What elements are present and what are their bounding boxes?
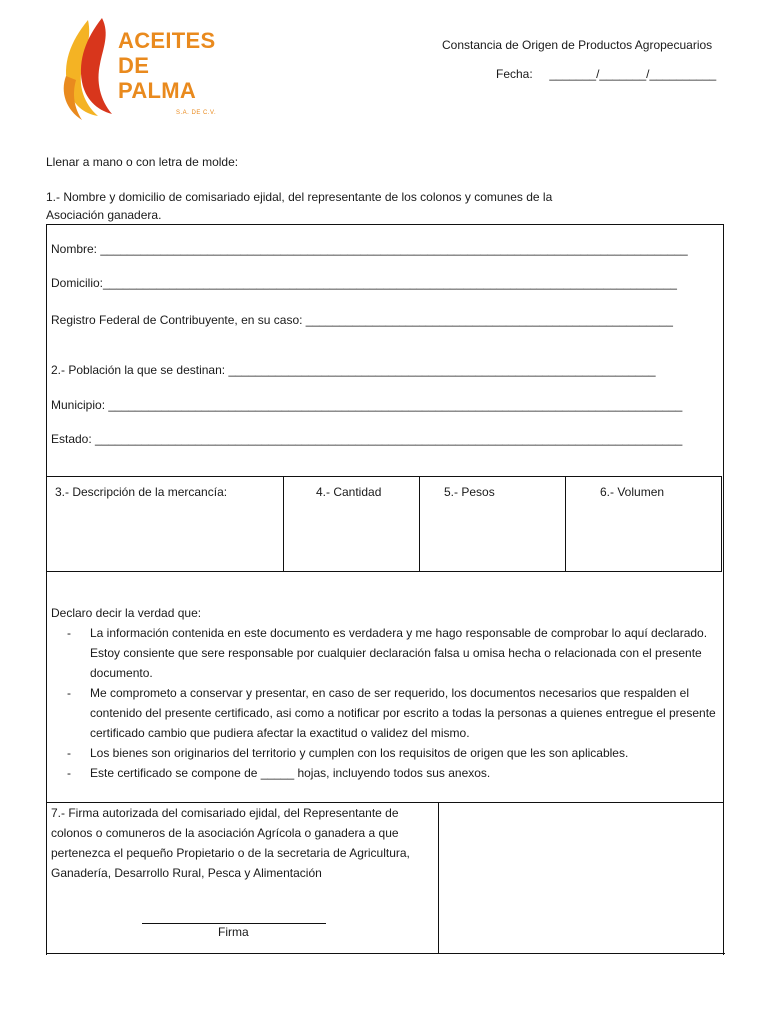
descripcion-cell[interactable] xyxy=(46,476,284,572)
company-logo xyxy=(58,16,228,124)
logo-line-2: DE xyxy=(118,53,150,78)
declaration-item: - Los bienes son originarios del territorio y cumplen con los requisitos de origen que les son aplicables. xyxy=(51,743,721,763)
date-field[interactable]: _______/_______/__________ xyxy=(549,67,717,81)
volumen-label: 6.- Volumen xyxy=(600,485,665,499)
estado-field[interactable]: Estado: ________________________________________________________________________________________ xyxy=(51,432,683,446)
volumen-cell[interactable] xyxy=(565,476,722,572)
document-title: Constancia de Origen de Productos Agropecuarios xyxy=(442,38,713,52)
municipio-field[interactable]: Municipio: ______________________________________________________________________________________ xyxy=(51,398,683,412)
date-row xyxy=(496,67,716,81)
logo-line-3: PALMA xyxy=(118,78,197,103)
signature-stamp-box[interactable] xyxy=(438,802,724,953)
cantidad-cell[interactable] xyxy=(283,476,420,572)
declaration-list xyxy=(51,623,721,783)
signature-instructions: 7.- Firma autorizada del comisariado ejidal, del Representante de colonos o comuneros de la asociación Agrícola o ganadera a que pertenezca el pequeño Propietario o de la secretaria de Agricultura, Ganadería, Desarrollo Rural, Pesca y Alimentación xyxy=(51,806,410,880)
nombre-field[interactable]: Nombre: ________________________________________________________________________________________ xyxy=(51,242,688,256)
poblacion-field[interactable]: 2.- Población la que se destinan: ________________________________________________________________ xyxy=(51,363,656,377)
logo-subtitle: S.A. DE C.V. xyxy=(176,110,217,116)
descripcion-label: 3.- Descripción de la mercancía: xyxy=(55,485,228,499)
declaration-item: - La información contenida en este documento es verdadera y me hago responsable de comprobar lo aquí declarado. Estoy consiente que sere responsable por cualquier declaración falsa u omisa hecha o relacionada con el presente documento. xyxy=(51,623,721,683)
signature-label: Firma xyxy=(218,925,249,939)
cantidad-label: 4.- Cantidad xyxy=(316,485,382,499)
domicilio-field[interactable]: Domicilio:______________________________________________________________________________________ xyxy=(51,276,677,290)
rfc-field[interactable]: Registro Federal de Contribuyente, en su caso: _______________________________________________________ xyxy=(51,313,673,327)
declaration-item: - Me comprometo a conservar y presentar, en caso de ser requerido, los documentos necesarios que respalden el contenido del presente certificado, asi como a notificar por escrito a todas la personas a quienes entregue el presente certificado cambio que pudiera afectar la exactitud o validez del mismo. xyxy=(51,683,721,743)
section-1-heading: 1.- Nombre y domicilio de comisariado ejidal, del representante de los colonos y comunes de la Asociación ganadera. xyxy=(46,190,553,222)
declaration xyxy=(51,603,721,783)
form-frame-bottom xyxy=(46,953,725,954)
declaration-item: - Este certificado se compone de _____ hojas, incluyendo todos sus anexos. xyxy=(51,763,721,783)
instructions: Llenar a mano o con letra de molde: xyxy=(46,155,239,169)
pesos-label: 5.- Pesos xyxy=(444,485,495,499)
declaration-intro: Declaro decir la verdad que: xyxy=(51,606,202,620)
date-label: Fecha: xyxy=(496,67,533,81)
logo-line-1: ACEITES xyxy=(118,28,216,53)
pesos-cell[interactable] xyxy=(419,476,566,572)
signature-line[interactable] xyxy=(142,923,326,924)
